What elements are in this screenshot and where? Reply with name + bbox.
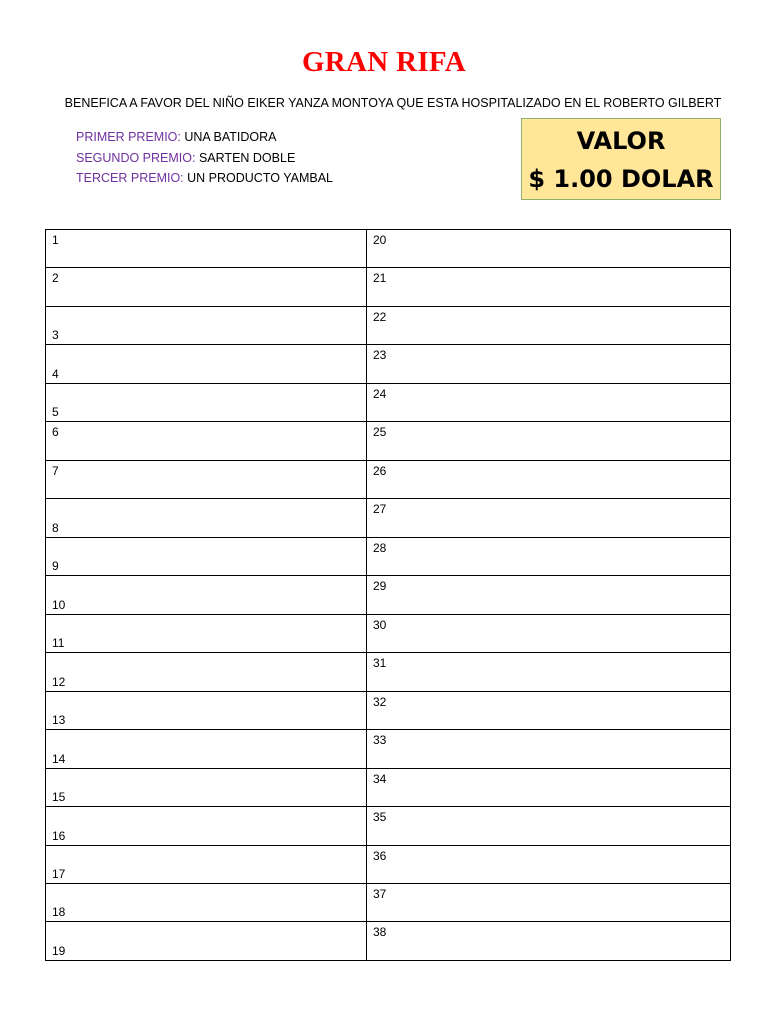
raffle-cell [46,653,366,691]
prize-item-second [76,148,333,169]
raffle-cell [367,692,730,730]
raffle-number: 3 [52,328,59,343]
raffle-number: 33 [373,733,387,748]
raffle-cell [367,922,730,959]
raffle-cell [46,692,366,730]
raffle-number: 27 [373,502,387,517]
raffle-cell [367,268,730,306]
raffle-number: 37 [373,886,387,901]
raffle-number: 29 [373,579,387,594]
raffle-cell [367,461,730,499]
raffle-number: 16 [52,828,66,843]
raffle-number: 36 [373,848,387,863]
raffle-cell [46,922,366,959]
raffle-number: 2 [52,271,59,286]
raffle-number: 20 [373,233,387,247]
raffle-number: 31 [373,656,387,671]
prize-label: SEGUNDO PREMIO: [76,150,196,165]
raffle-number: 26 [373,463,387,478]
raffle-cell [46,884,366,922]
raffle-cell [46,615,366,653]
raffle-cell [46,345,366,383]
raffle-cell [367,230,730,268]
raffle-number: 23 [373,348,387,363]
raffle-number: 35 [373,810,387,825]
raffle-cell [46,384,366,422]
raffle-number: 14 [52,751,66,766]
raffle-number-grid [45,229,731,961]
raffle-cell [46,846,366,884]
raffle-cell [46,730,366,768]
raffle-cell [367,345,730,383]
raffle-number: 25 [373,425,387,440]
raffle-number: 9 [52,559,59,574]
raffle-number: 34 [373,771,387,786]
raffle-cell [46,576,366,614]
price-amount: $ 1.00 DOLAR [528,165,714,193]
prize-list [76,127,333,189]
price-box [521,118,721,200]
raffle-number: 17 [52,866,66,881]
raffle-number: 6 [52,425,59,440]
raffle-cell [46,307,366,345]
raffle-column-left [46,230,367,960]
raffle-number: 5 [52,405,59,420]
raffle-cell [367,307,730,345]
prize-label: TERCER PREMIO: [76,171,184,185]
raffle-number: 19 [52,943,66,958]
prize-item-first [76,127,333,148]
subtitle: BENEFICA A FAVOR DEL NIÑO EIKER YANZA MONTOYA QUE ESTA HOSPITALIZADO EN EL ROBERTO GILBERT [64,96,722,110]
raffle-number: 1 [52,233,59,247]
raffle-number: 12 [52,674,66,689]
raffle-cell [367,653,730,691]
raffle-cell [46,769,366,807]
raffle-cell [46,230,366,268]
raffle-cell [46,538,366,576]
page-title: GRAN RIFA [301,46,467,78]
raffle-cell [367,538,730,576]
raffle-number: 7 [52,463,59,478]
raffle-cell [367,807,730,845]
raffle-number: 13 [52,713,66,728]
raffle-number: 11 [52,636,65,651]
raffle-cell [367,730,730,768]
prize-item-third [76,168,333,189]
raffle-number: 15 [52,790,66,805]
raffle-cell [367,615,730,653]
raffle-cell [46,807,366,845]
raffle-cell [367,422,730,460]
price-label: VALOR [576,127,666,155]
prize-value: UN PRODUCTO YAMBAL [187,171,334,185]
raffle-cell [367,846,730,884]
raffle-number: 24 [373,386,387,401]
prize-label: PRIMER PREMIO: [76,130,181,144]
raffle-cell [367,769,730,807]
raffle-number: 38 [373,925,387,940]
raffle-number: 8 [52,520,59,535]
raffle-number: 21 [373,271,387,286]
prize-value: UNA BATIDORA [184,130,277,144]
raffle-cell [46,422,366,460]
raffle-cell [367,884,730,922]
raffle-cell [46,461,366,499]
raffle-number: 22 [373,309,387,324]
raffle-cell [46,268,366,306]
raffle-cell [367,384,730,422]
raffle-cell [367,499,730,537]
raffle-cell [46,499,366,537]
raffle-number: 30 [373,617,387,632]
raffle-number: 4 [52,366,59,381]
raffle-number: 18 [52,905,66,920]
raffle-number: 10 [52,597,66,612]
raffle-column-right [367,230,730,960]
raffle-cell [367,576,730,614]
raffle-number: 32 [373,694,387,709]
raffle-number: 28 [373,540,387,555]
prize-value: SARTEN DOBLE [198,150,296,165]
